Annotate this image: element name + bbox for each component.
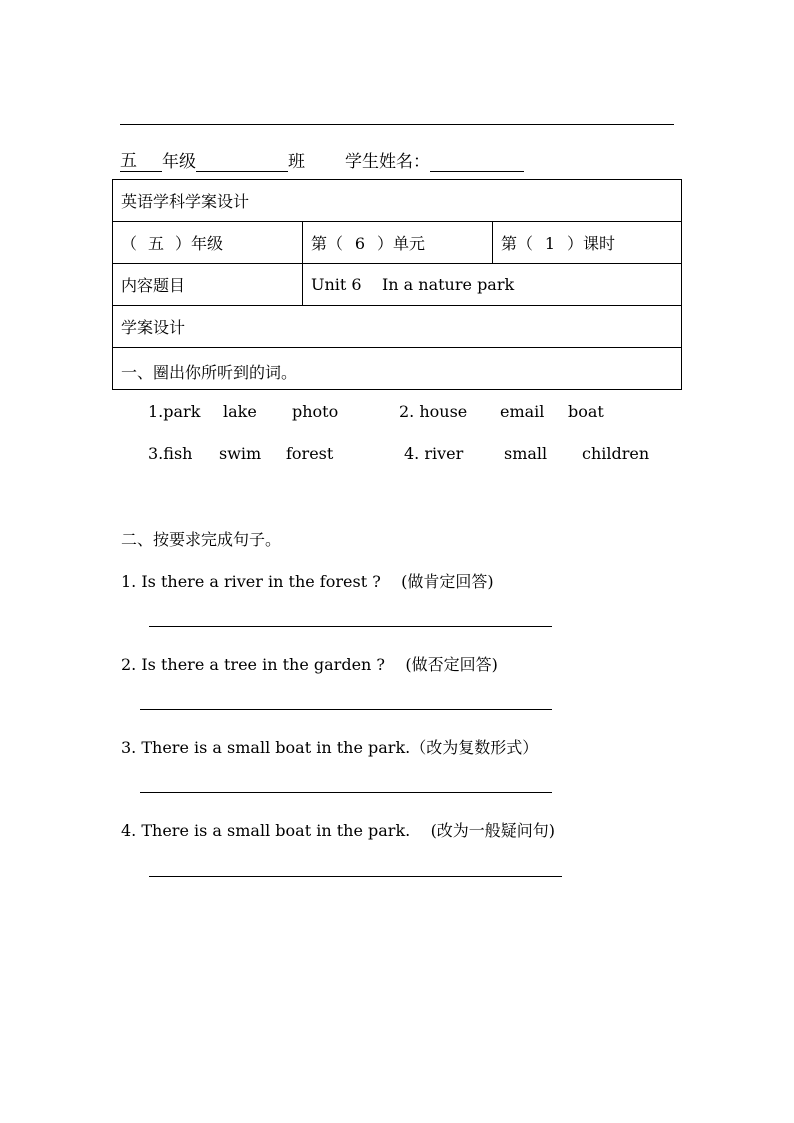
section2-title: 二、按要求完成句子。 [121, 530, 282, 549]
grade-field[interactable] [120, 146, 162, 172]
word-item[interactable]: photo [292, 402, 339, 421]
topic-value: Unit 6 In a nature park [303, 264, 682, 306]
lesson-cell [493, 222, 682, 264]
grade-cell [113, 222, 303, 264]
design-label: 学案设计 [113, 306, 682, 348]
worksheet-table [112, 179, 682, 840]
answer-line-4[interactable] [149, 876, 562, 877]
grade-cell-close: ）年级 [175, 234, 224, 253]
word-item[interactable]: 1.park [148, 402, 201, 421]
word-item[interactable]: boat [568, 402, 604, 421]
answer-line-3[interactable] [140, 792, 552, 793]
word-item[interactable]: forest [286, 444, 334, 463]
grade-cell-open: （ [121, 234, 138, 253]
unit-cell [303, 222, 493, 264]
word-item[interactable]: small [504, 444, 548, 463]
lesson-cell-value: 1 [544, 234, 556, 253]
unit-cell-open: 第（ [311, 234, 344, 253]
word-item[interactable]: 3.fish [148, 444, 193, 463]
header-line [120, 146, 524, 172]
unit-cell-value: 6 [354, 234, 366, 253]
answer-line-2[interactable] [140, 709, 552, 710]
class-field[interactable] [196, 151, 288, 172]
word-item[interactable]: 4. river [404, 444, 464, 463]
lesson-cell-open: 第（ [501, 234, 534, 253]
answer-line-1[interactable] [149, 626, 552, 627]
class-label: 班 [288, 152, 305, 172]
lesson-cell-close: ）课时 [567, 234, 616, 253]
topic-label: 内容题目 [113, 264, 303, 306]
question-2: 2. Is there a tree in the garden ? (做否定回答) [121, 655, 498, 674]
word-item[interactable]: email [500, 402, 545, 421]
question-3: 3. There is a small boat in the park.（改为复数形式） [121, 738, 539, 757]
word-item[interactable]: lake [223, 402, 257, 421]
grade-label: 年级 [162, 152, 196, 172]
student-name-label: 学生姓名： [345, 152, 430, 172]
word-item[interactable]: children [582, 444, 650, 463]
section1-title: 一、圈出你所听到的词。 [121, 363, 298, 382]
word-item[interactable]: swim [219, 444, 262, 463]
grade-value: 五 [120, 151, 137, 171]
top-rule [120, 124, 674, 125]
question-4: 4. There is a small boat in the park. (改为一般疑问句) [121, 821, 556, 840]
word-item[interactable]: 2. house [399, 402, 468, 421]
grade-cell-value: 五 [148, 234, 165, 253]
subject-title: 英语学科学案设计 [113, 180, 682, 222]
student-name-field[interactable] [430, 151, 524, 172]
exercise-area [113, 348, 682, 840]
unit-cell-close: ）单元 [377, 234, 426, 253]
question-1: 1. Is there a river in the forest ? (做肯定回答) [121, 572, 494, 591]
